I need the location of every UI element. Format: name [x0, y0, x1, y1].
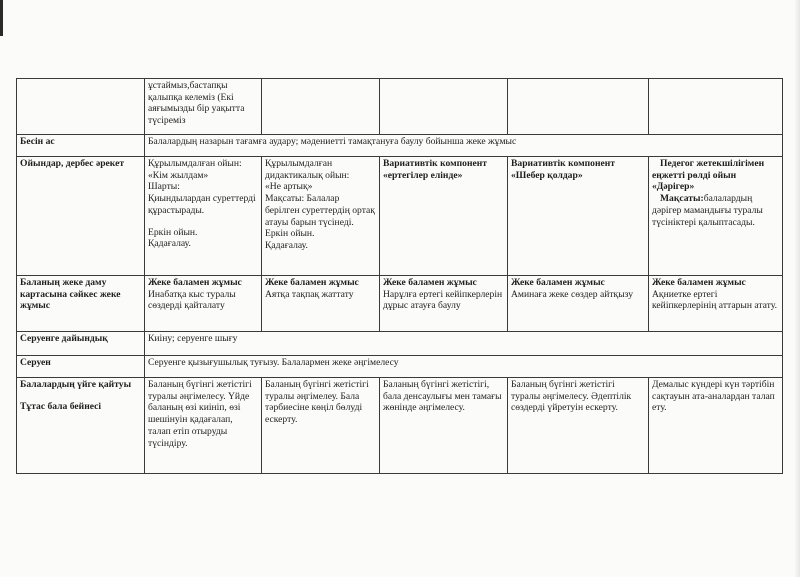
individual-col2	[262, 276, 380, 332]
cell-continuation-col2	[262, 79, 380, 135]
games-col4	[508, 157, 649, 276]
games-col1-line5: Еркін ойын.	[148, 226, 198, 238]
individual-col4	[508, 276, 649, 332]
cell-continuation-col4	[508, 79, 649, 135]
games-col1-line3: Шарты:	[148, 181, 180, 193]
games-col2-line2: «Не артық»	[265, 181, 313, 193]
individual-col3	[380, 276, 508, 332]
row-walk	[17, 356, 783, 378]
individual-col1-text: Инабатқа кыс туралы сөздерді қайталату	[148, 288, 236, 312]
games-label: Ойындар, дербес әрекет	[17, 157, 145, 276]
going-home-label-2: Тұтас бала бейнесі	[20, 400, 102, 412]
games-col1	[145, 157, 262, 276]
cell-continuation-col3	[380, 79, 508, 135]
games-col1-line1: Құрылымдалған ойын:	[148, 158, 242, 169]
games-col1-line2: «Кім жылдам»	[148, 169, 209, 181]
games-col5-goal-text: балалардың дәрігер мамандығы туралы түсініктері қалыптасады.	[652, 193, 763, 228]
games-col5-line1: Педегог жетекшілігімен еңжетті рөлді ойын «Дәрігер»	[652, 158, 765, 193]
walk-label: Серуен	[17, 356, 145, 378]
individual-col1-title: Жеке баламен жұмыс	[148, 277, 242, 288]
going-home-label	[17, 378, 145, 474]
individual-label: Баланың жеке даму картасына сәйкес жеке жұмыс	[17, 276, 145, 332]
games-col3-line2: «ертегілер елінде»	[383, 169, 463, 181]
individual-col4-title: Жеке баламен жұмыс	[511, 277, 605, 288]
going-home-label-1: Балалардың үйге қайтуы	[20, 379, 132, 390]
games-col1-line6: Қадағалау.	[148, 238, 191, 250]
row-walk-prep	[17, 332, 783, 356]
walk-prep-label: Серуенге дайындық	[17, 332, 145, 356]
games-col2-line3: Мақсаты: Балалар берілген суреттердің ортақ атауы барын түсінеді.	[265, 193, 375, 228]
row-continuation	[17, 79, 783, 135]
going-home-col5: Демалыс күндері күн тәртібін сақтауын ата-аналардан талап ету.	[649, 378, 783, 474]
cell-continuation-col1: ұстаймыз,бастапқы қалыпқа келеміз (Екі аяғымызды бір уақытта түсіреміз	[145, 79, 262, 135]
individual-col3-title: Жеке баламен жұмыс	[383, 277, 477, 288]
individual-col5-text: Ақниетке ертегі кейіпкерлерінің аттарын атату.	[652, 288, 777, 312]
individual-col1	[145, 276, 262, 332]
individual-col4-text: Аминаға жеке сөздер айтқызу	[511, 288, 634, 300]
scan-corner-mark	[0, 0, 3, 36]
going-home-col1: Баланың бүгінгі жетістігі туралы әңгімелесу. Үйде баланың өзі киініп, өзі шешінуін қадағалап, талап етіп отыруды түсіндіру.	[145, 378, 262, 474]
individual-col5-title: Жеке баламен жұмыс	[652, 277, 746, 288]
games-col3	[380, 157, 508, 276]
scan-edge-shadow	[794, 0, 800, 577]
besin-as-text: Балалардың назарын тағамға аудару; мәдениетті тамақтануға баулу бойынша жеке жұмыс	[145, 135, 783, 157]
besin-as-label: Бесін ас	[17, 135, 145, 157]
walk-text: Серуенге қызығушылық туғызу. Балалармен жеке әңгімелесу	[145, 356, 783, 378]
individual-col2-title: Жеке баламен жұмыс	[265, 277, 359, 288]
games-col1-line4: Қиындылардан суреттерді құрастырады.	[148, 193, 256, 216]
row-individual-work	[17, 276, 783, 332]
row-going-home	[17, 378, 783, 474]
going-home-col3: Баланың бүгінгі жетістігі, бала денсаулығы мен тамағы жөнінде әңгімелесу.	[380, 378, 508, 474]
walk-prep-text: Киіну; серуенге шығу	[145, 332, 783, 356]
daily-schedule-table	[16, 78, 783, 474]
individual-col3-text: Нарұлға ертегі кейіпкерлерін дұрыс атауға баулу	[383, 288, 503, 312]
individual-col2-text: Аятқа тақпақ жаттату	[265, 288, 354, 300]
cell-continuation-col5	[649, 79, 783, 135]
games-col2	[262, 157, 380, 276]
going-home-col2: Баланың бүгінгі жетістігі туралы әңгімелеу. Бала тәрбиесіне көңіл бөлуді ескерту.	[262, 378, 380, 474]
games-col2-line1: Құрылымдалған дидактикалық ойын:	[265, 158, 350, 181]
row-besin-as	[17, 135, 783, 157]
games-col5	[649, 157, 783, 276]
cell-continuation-label	[17, 79, 145, 135]
going-home-col4: Баланың бүгінгі жетістігі туралы әңгімелесу. Әдептілік сөздерді үйретуін ескерту.	[508, 378, 649, 474]
row-games	[17, 157, 783, 276]
games-col4-line1: Вариативтік компонент	[511, 158, 615, 169]
games-col2-line5: Қадағалау.	[265, 239, 308, 251]
games-col3-line1: Вариативтік компонент	[383, 158, 487, 169]
individual-col5	[649, 276, 783, 332]
games-col2-line4: Еркін ойын.	[265, 228, 315, 240]
games-col4-line2: «Шебер қолдар»	[511, 169, 583, 181]
games-col5-goal-label: Мақсаты:	[660, 193, 704, 205]
